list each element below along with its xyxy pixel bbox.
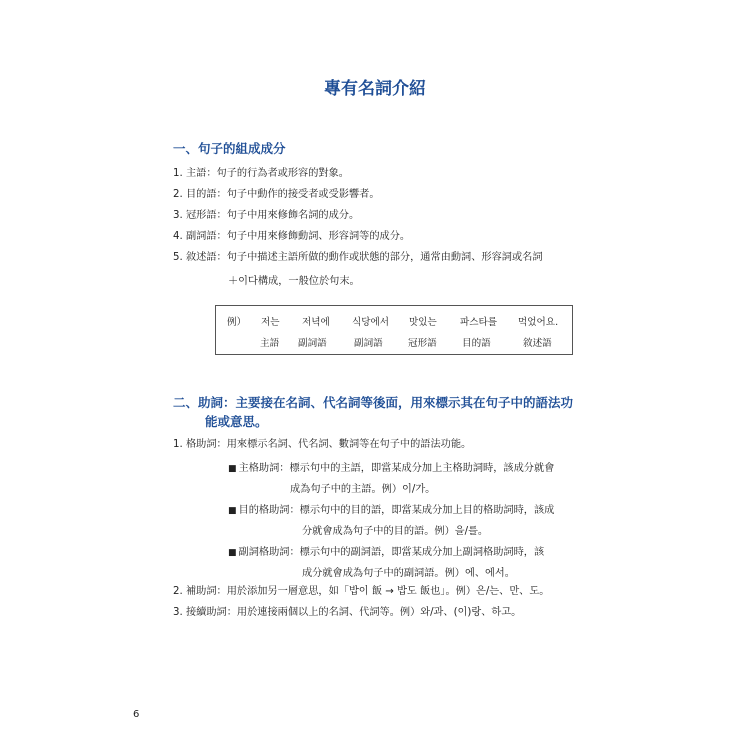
example-label: 例）: [227, 317, 247, 328]
list-item-adverbial: 4. 副詞語：句子中用來修飾動詞、形容詞等的成分。: [173, 231, 411, 242]
sub-item-continuation: 成為句子中的主語。例）이/가。: [290, 484, 436, 495]
sub-item-text: 主格助詞：標示句中的主語，即當某成分加上主格助詞時，該成分就會: [238, 463, 555, 474]
section-heading-line: 能或意思。: [205, 414, 268, 429]
example-word: 식당에서: [352, 317, 390, 328]
list-item-auxiliary-particles: 2. 補助詞：用於添加另一層意思，如「밥이 飯 → 밥도 飯也」。例）은/는、만、도。: [173, 586, 550, 597]
sub-item-text: 目的格助詞：標示句中的目的語，即當某成分加上目的格助詞時，該成: [238, 505, 555, 516]
section-heading-particles: [173, 393, 593, 431]
list-item-case-particles: 1. 格助詞：用來標示名詞、代名詞、數詞等在句子中的語法功能。: [173, 439, 472, 450]
sub-item-nominative: [228, 459, 554, 474]
sub-item-continuation: 成分就會成為句子中的副詞語。例）에、에서。: [302, 568, 515, 579]
list-item-object: 2. 目的語：句子中動作的接受者或受影響者。: [173, 189, 380, 200]
example-role: 副詞語: [298, 338, 327, 349]
section-heading-line: 二、助詞：主要接在名詞、代名詞等後面，用來標示其在句子中的語法功: [173, 395, 574, 410]
example-role: 主語: [260, 338, 280, 349]
list-item-predicate-continuation: ＋이다構成，一般位於句末。: [228, 276, 360, 287]
list-item-adnominal: 3. 冠形語：句子中用來修飾名詞的成分。: [173, 210, 360, 221]
page-title: 專有名詞介紹: [324, 79, 426, 99]
example-word: 맛있는: [409, 317, 437, 328]
example-word: 저녁에: [302, 317, 330, 328]
page-number: 6: [133, 709, 140, 720]
square-bullet-icon: ■: [228, 506, 237, 516]
square-bullet-icon: ■: [228, 464, 237, 474]
example-role: 冠形語: [408, 338, 437, 349]
sub-item-text: 副詞格助詞：標示句中的副詞語，即當某成分加上副詞格助詞時，該: [238, 547, 545, 558]
example-box: [215, 305, 573, 355]
list-item-subject: 1. 主語：句子的行為者或形容的對象。: [173, 168, 349, 179]
square-bullet-icon: ■: [228, 548, 237, 558]
section-heading-sentence-components: 一、句子的組成成分: [173, 141, 286, 156]
example-role: 副詞語: [354, 338, 383, 349]
example-role: 敘述語: [523, 338, 552, 349]
example-word: 저는: [261, 317, 280, 328]
example-word: 먹었어요.: [518, 317, 559, 328]
example-role: 目的語: [462, 338, 491, 349]
sub-item-continuation: 分就會成為句子中的目的語。例）을/를。: [302, 526, 489, 537]
example-word: 파스타를: [460, 317, 498, 328]
sub-item-adverbial: [228, 543, 544, 558]
sub-item-objective: [228, 501, 554, 516]
list-item-predicate: 5. 敘述語：句子中描述主語所做的動作或狀態的部分，通常由動詞、形容詞或名詞: [173, 252, 543, 263]
list-item-conjunctive-particles: 3. 接續助詞：用於連接兩個以上的名詞、代詞等。例）와/과、(이)랑、하고。: [173, 607, 522, 618]
